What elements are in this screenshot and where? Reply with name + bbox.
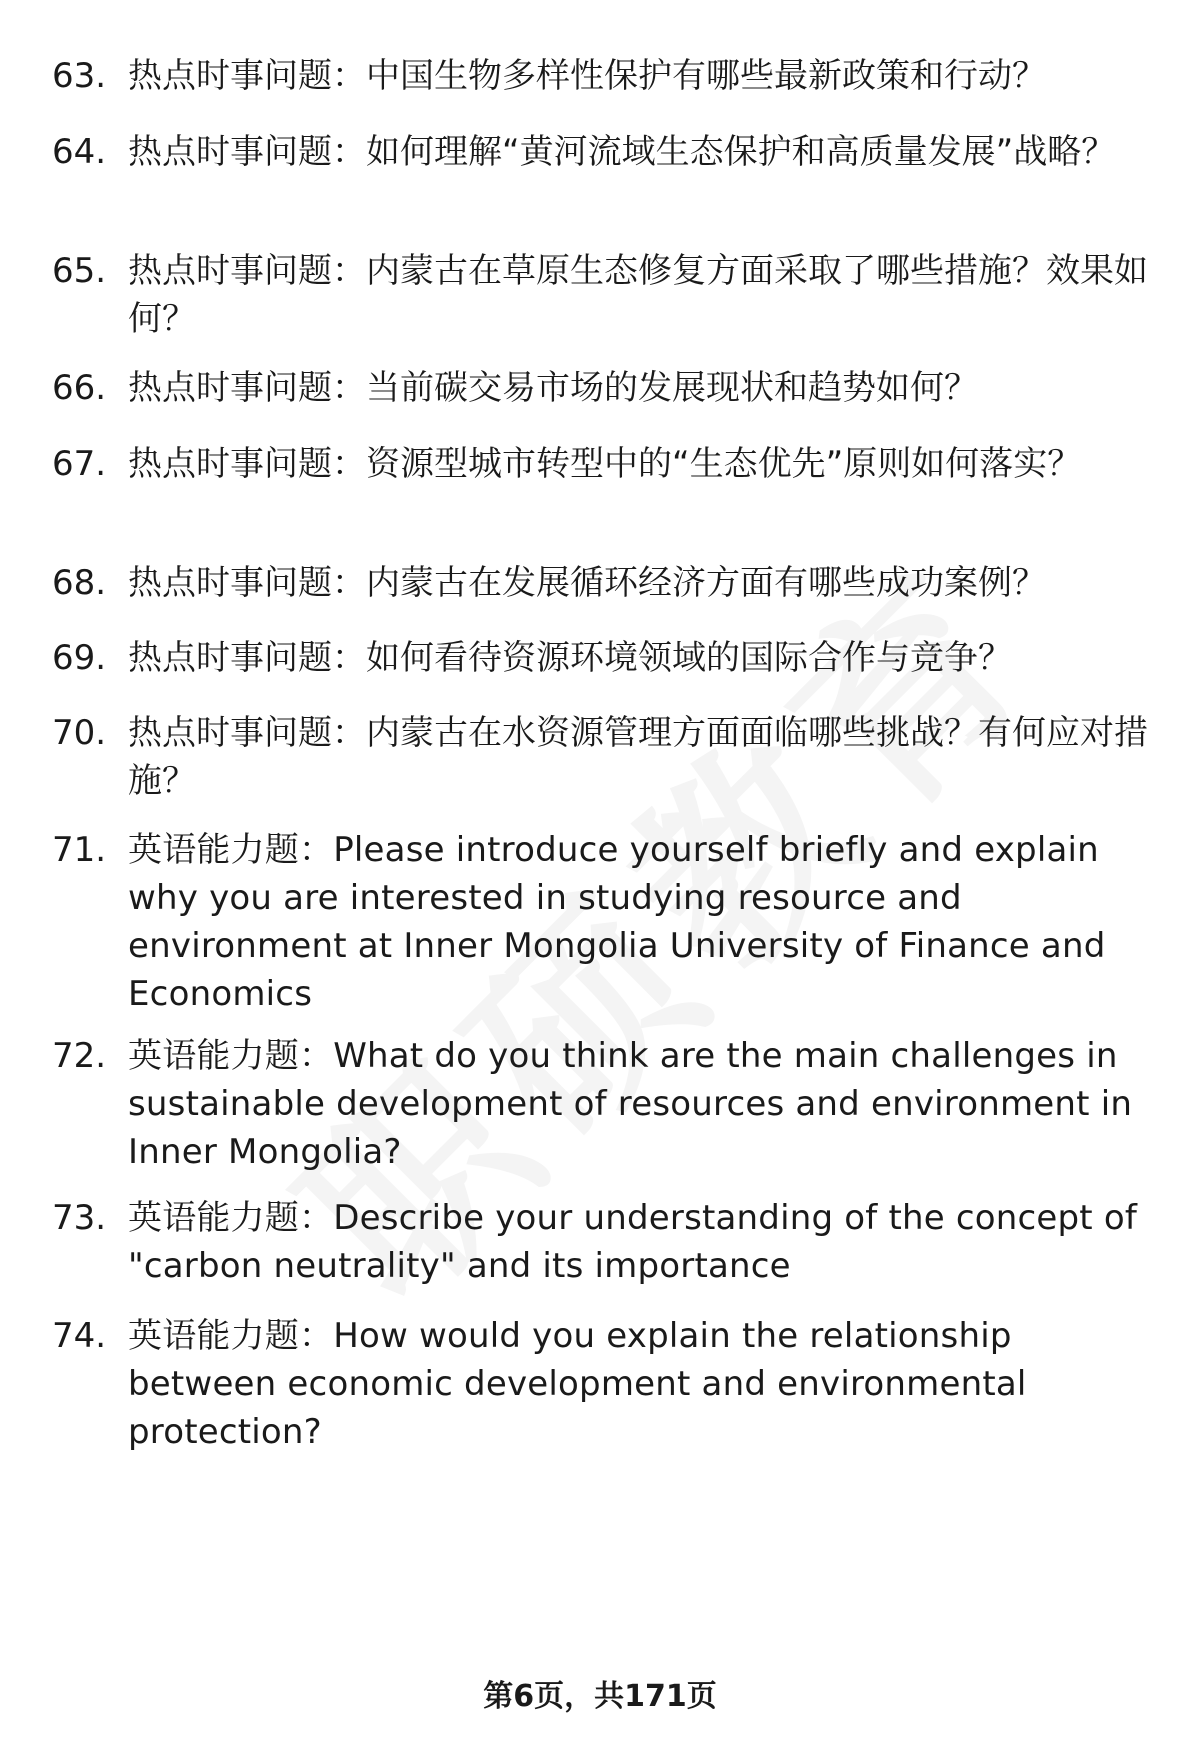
question-text: 热点时事问题：如何理解“黄河流域生态保护和高质量发展”战略？	[128, 132, 1116, 172]
question-number: 74.	[52, 1316, 107, 1356]
question-number: 68.	[52, 563, 107, 603]
question-text: 热点时事问题：内蒙古在草原生态修复方面采取了哪些措施？效果如何？	[128, 251, 1148, 339]
question-number: 64.	[52, 132, 107, 172]
question-text: 热点时事问题：内蒙古在水资源管理方面面临哪些挑战？有何应对措施？	[128, 713, 1148, 801]
question-text: 英语能力题：Describe your understanding of the concept of "carbon neutrality" and its importance	[128, 1198, 1137, 1286]
question-number: 67.	[52, 444, 107, 484]
question-text: 英语能力题：What do you think are the main challenges in sustainable development of resources and environment in Inner Mongolia?	[128, 1036, 1133, 1172]
page-number: 第6页，共171页	[483, 1679, 717, 1714]
question-text: 热点时事问题：资源型城市转型中的“生态优先”原则如何落实？	[128, 444, 1082, 484]
question-text: 英语能力题：How would you explain the relationship between economic development and environmental protection?	[128, 1316, 1027, 1452]
question-number: 72.	[52, 1036, 107, 1076]
question-number: 71.	[52, 830, 107, 870]
question-number: 70.	[52, 713, 107, 753]
question-text: 热点时事问题：内蒙古在发展循环经济方面有哪些成功案例？	[128, 563, 1046, 603]
question-text: 热点时事问题：中国生物多样性保护有哪些最新政策和行动？	[128, 56, 1046, 96]
question-number: 65.	[52, 251, 107, 291]
question-number: 69.	[52, 638, 107, 678]
question-number: 63.	[52, 56, 107, 96]
question-text: 热点时事问题：当前碳交易市场的发展现状和趋势如何？	[128, 368, 978, 408]
question-number: 73.	[52, 1198, 107, 1238]
question-text: 英语能力题：Please introduce yourself briefly and explain why you are interested in studying resource and environment at Inner Mongolia University of Finance and Economics	[128, 830, 1106, 1014]
question-text: 热点时事问题：如何看待资源环境领域的国际合作与竞争？	[128, 638, 1012, 678]
question-number: 66.	[52, 368, 107, 408]
